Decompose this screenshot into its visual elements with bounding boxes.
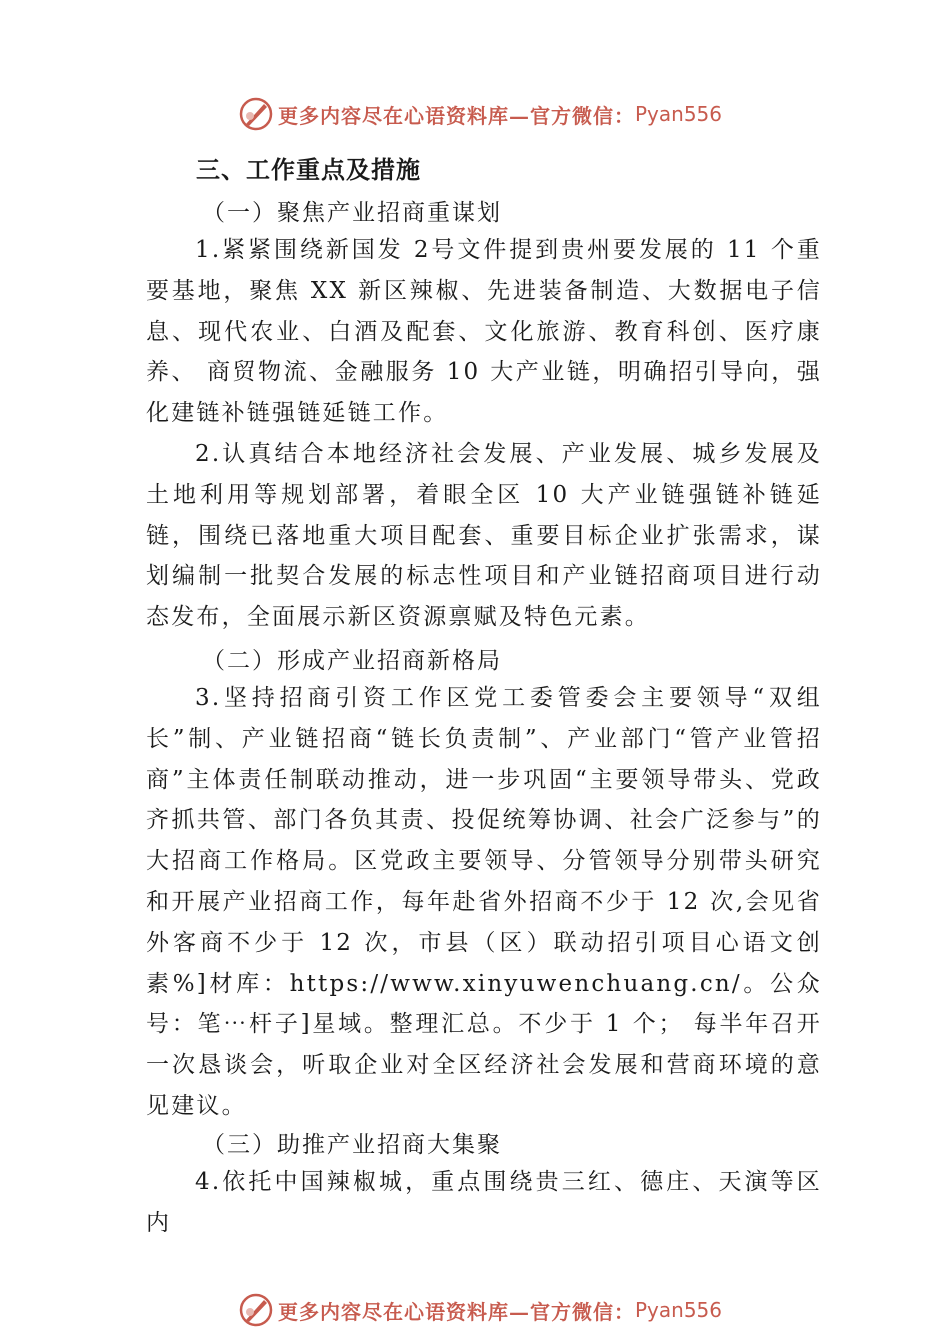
paragraph-4: 4.依托中国辣椒城，重点围绕贵三红、德庄、天演等区内: [146, 1169, 822, 1236]
banner-wechat-id: Pyan556: [635, 1298, 723, 1322]
banner-wechat-id: Pyan556: [635, 102, 723, 126]
banner-text: 更多内容尽在心语资料库—官方微信：: [278, 1299, 635, 1324]
paragraph-3: 3.坚持招商引资工作区党工委管委会主要领导“双组长”制、产业链招商“链长负责制”、产业部门“管产业管招商”主体责任制联动推动，进一步巩固“主要领导带头、党政齐抓共管、部门各负其责、投促统筹协调、社会广泛参与”的大招商工作格局。区党政主要领导、分管领导分别带头研究和开展产业招商工作，每年赴省外招商不少于 12 次,会见省外客商不少于 12 次，市县（区）联动招引项目心语文创素%]材库：https://www.xinyuwenchuang.cn/。公众号：笔⋯杆子]星域。整理汇总。不少于 1 个； 每半年召开一次恳谈会，听取企业对全区经济社会发展和营商环境的意见建议。: [146, 685, 822, 1119]
paragraph-2: 2.认真结合本地经济社会发展、产业发展、城乡发展及土地利用等规划部署，着眼全区 10 大产业链强链补链延链，围绕已落地重大项目配套、重要目标企业扩张需求，谋划编制一批契合发展的标志性项目和产业链招商项目进行动态发布，全面展示新区资源禀赋及特色元素。: [146, 441, 822, 631]
subheading-3: （三）助推产业招商大集聚: [202, 1132, 502, 1158]
pen-logo-icon: [238, 1292, 274, 1328]
subheading-2: （二）形成产业招商新格局: [202, 648, 502, 674]
paragraph-1: 1.紧紧围绕新国发 2号文件提到贵州要发展的 11 个重要基地，聚焦 XX 新区辣椒、先进装备制造、大数据电子信息、现代农业、白酒及配套、文化旅游、教育科创、医疗康养、 商贸物流、金融服务 10 大产业链，明确招引导向，强化建链补链强链延链工作。: [146, 237, 822, 427]
footer-banner: [238, 1292, 738, 1328]
header-banner: [238, 96, 738, 132]
banner-text: 更多内容尽在心语资料库—官方微信：: [278, 103, 635, 128]
subheading-1: （一）聚焦产业招商重谋划: [202, 200, 502, 226]
pen-logo-icon: [238, 96, 274, 132]
section-heading: 三、工作重点及措施: [196, 156, 421, 184]
